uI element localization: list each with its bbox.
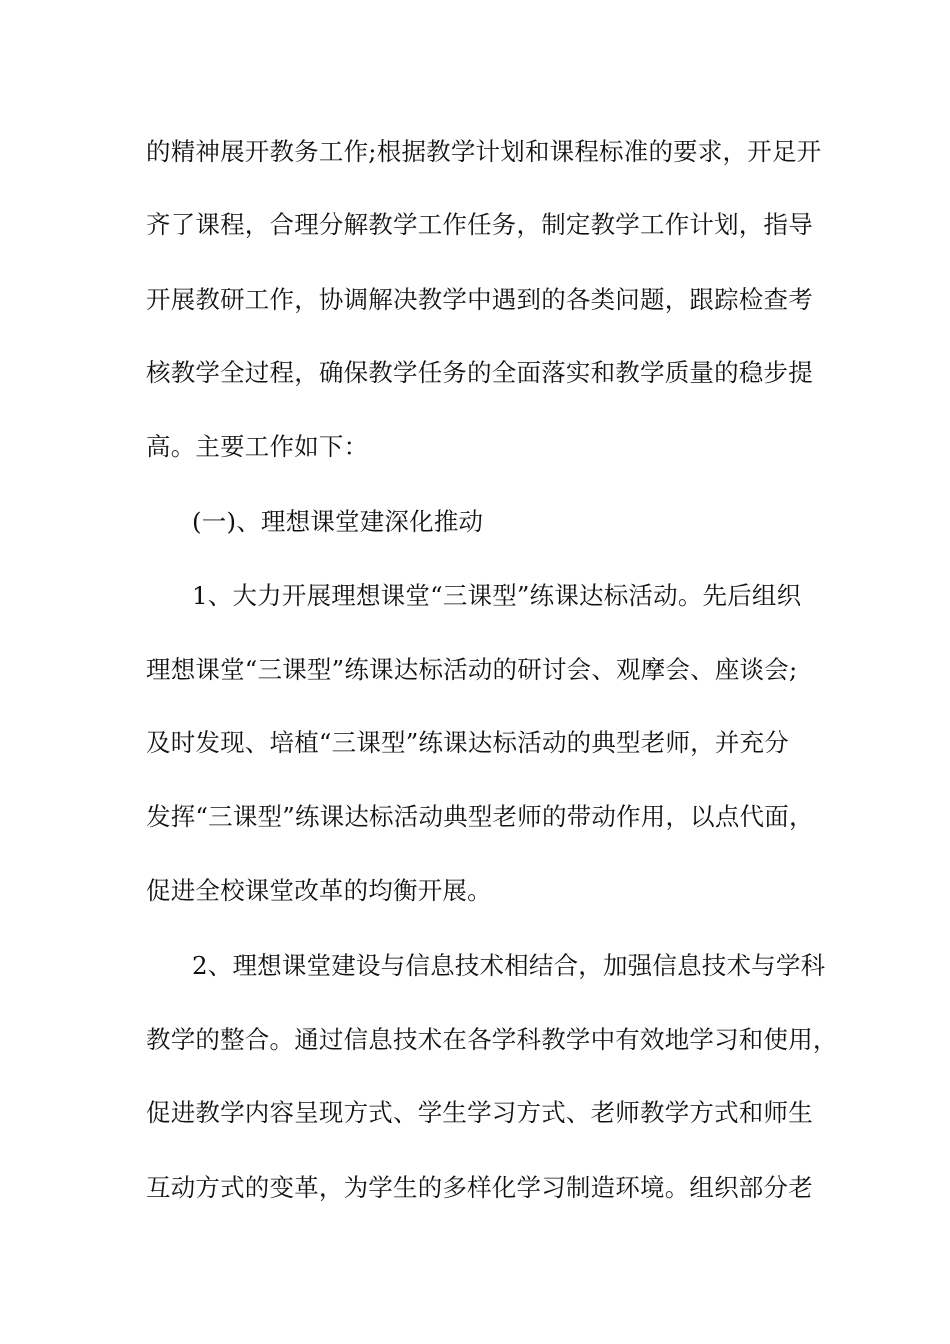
paragraph-line: 2、理想课堂建设与信息技术相结合，加强信息技术与学科 (192, 951, 826, 980)
paragraph-line: 核教学全过程，确保教学任务的全面落实和教学质量的稳步提 (146, 358, 813, 387)
paragraph-line: 发挥“三课型”练课达标活动典型老师的带动作用，以点代面， (146, 802, 814, 831)
section-heading: (一)、理想课堂建深化推动 (192, 507, 484, 536)
paragraph-line: 促进教学内容呈现方式、学生学习方式、老师教学方式和师生 (146, 1098, 813, 1127)
paragraph-line: 齐了课程，合理分解教学工作任务，制定教学工作计划，指导 (146, 210, 813, 239)
paragraph-line: 1、大力开展理想课堂“三课型”练课达标活动。先后组织 (192, 581, 802, 610)
paragraph-line: 及时发现、培植“三课型”练课达标活动的典型老师，并充分 (146, 728, 789, 757)
paragraph-line: 互动方式的变革，为学生的多样化学习制造环境。组织部分老 (146, 1173, 813, 1202)
paragraph-line: 理想课堂“三课型”练课达标活动的研讨会、观摩会、座谈会; (146, 655, 798, 684)
paragraph-line: 促进全校课堂改革的均衡开展。 (146, 876, 492, 905)
paragraph-line: 的精神展开教务工作;根据教学计划和课程标准的要求，开足开 (146, 137, 822, 166)
paragraph-line: 教学的整合。通过信息技术在各学科教学中有效地学习和使用， (146, 1025, 838, 1054)
paragraph-line: 开展教研工作，协调解决教学中遇到的各类问题，跟踪检查考 (146, 285, 813, 314)
paragraph-line: 高。主要工作如下： (146, 432, 369, 461)
